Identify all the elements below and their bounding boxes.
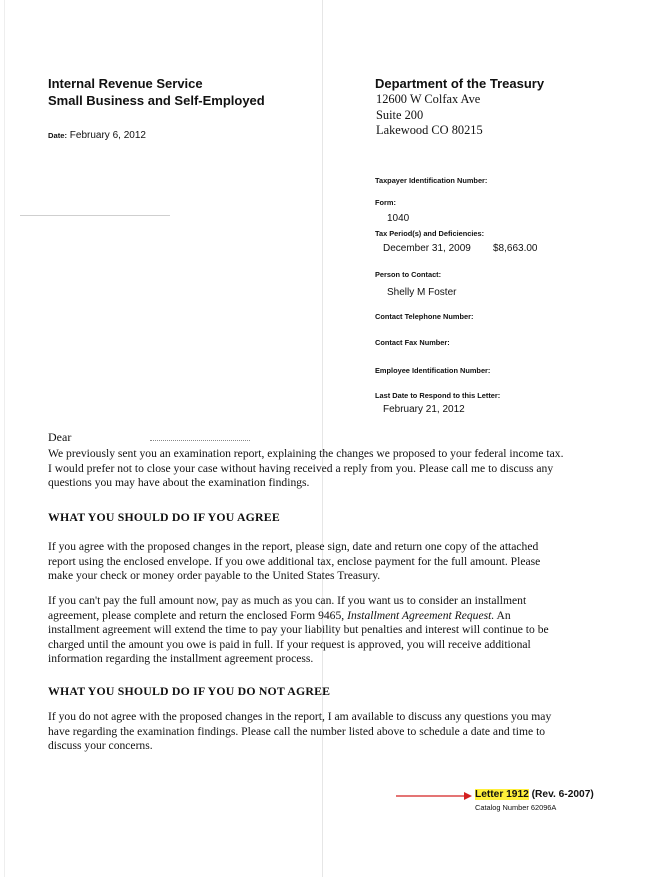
contact-value: Shelly M Foster — [387, 287, 457, 298]
tax-period-label: Tax Period(s) and Deficiencies: — [375, 229, 485, 238]
address-line-1: 12600 W Colfax Ave — [376, 92, 481, 106]
tin-label: Taxpayer Identification Number: — [375, 176, 488, 185]
agree-p1-line-1: If you agree with the proposed changes in the report, please sign, date and return one copy of the attached — [48, 540, 539, 553]
disagree-line-1: If you do not agree with the proposed changes in the report, I am available to discuss any questions you may — [48, 710, 552, 723]
agree-p2-line-2 — [48, 609, 549, 624]
tax-period-value: December 31, 2009 — [383, 243, 471, 254]
salutation: Dear — [48, 430, 72, 444]
agree-p2-line-3: installment agreement will extend the time to pay your liability but penalties and interest will continue to be — [48, 623, 549, 637]
fax-label: Contact Fax Number: — [375, 338, 450, 347]
form-label: Form: — [375, 198, 396, 207]
letter-id — [475, 789, 594, 800]
intro-line-1: We previously sent you an examination report, explaining the changes we proposed to your federal income tax. — [48, 447, 564, 460]
disagree-heading: WHAT YOU SHOULD DO IF YOU DO NOT AGREE — [48, 684, 331, 698]
agree-paragraph-1 — [48, 540, 540, 584]
agree-paragraph-2 — [48, 594, 549, 667]
disagree-paragraph — [48, 710, 551, 754]
agency-line-1: Internal Revenue Service — [48, 76, 203, 91]
disagree-line-2: have regarding the examination findings. Please call the number listed above to schedule a date and time to — [48, 724, 546, 738]
employee-id-label: Employee Identification Number: — [375, 366, 491, 375]
date-label: Date: — [48, 131, 67, 140]
date-value: February 6, 2012 — [69, 130, 146, 141]
address-line-2: Suite 200 — [376, 107, 424, 122]
redacted-name — [150, 440, 250, 441]
phone-label: Contact Telephone Number: — [375, 312, 474, 321]
disagree-line-3: discuss your concerns. — [48, 739, 153, 753]
letter-number: Letter 1912 — [475, 789, 529, 800]
address-line-3: Lakewood CO 80215 — [376, 123, 483, 137]
agree-p2-line-4: charged until the amount you owe is paid in full. If your request is approved, you will receive additional — [48, 637, 531, 651]
agree-p2-line-2-post: An — [494, 608, 511, 622]
intro-line-3: questions you may have about the examination findings. — [48, 476, 310, 490]
agency-line-2: Small Business and Self-Employed — [48, 93, 265, 108]
last-date-value: February 21, 2012 — [383, 404, 465, 415]
form-value: 1040 — [387, 213, 410, 224]
intro-line-2: I would prefer not to close your case without having received a reply from you. Please call me to discuss any — [48, 461, 554, 475]
agree-p1-line-3: make your check or money order payable to the United States Treasury. — [48, 569, 381, 583]
department-address — [376, 92, 483, 139]
department-name: Department of the Treasury — [375, 76, 545, 91]
agree-heading: WHAT YOU SHOULD DO IF YOU AGREE — [48, 510, 280, 524]
letter-date — [48, 130, 146, 141]
form-title-italic: Installment Agreement Request. — [347, 608, 495, 622]
intro-paragraph — [48, 447, 563, 491]
scan-mark — [20, 215, 170, 216]
agency-name — [48, 75, 265, 109]
agree-p2-line-5: information regarding the installment agreement process. — [48, 652, 314, 666]
last-date-label: Last Date to Respond to this Letter: — [375, 391, 501, 400]
letter-revision: (Rev. 6-2007) — [531, 789, 594, 800]
catalog-number: Catalog Number 62096A — [475, 803, 557, 812]
red-arrow-icon — [394, 790, 474, 802]
contact-label: Person to Contact: — [375, 270, 442, 279]
agree-p2-line-2-pre: agreement, please complete and return the enclosed Form 9465, — [48, 608, 348, 622]
agree-p1-line-2: report using the enclosed envelope. If you owe additional tax, enclose payment for the full amount. Please — [48, 554, 541, 568]
agree-p2-line-1: If you can't pay the full amount now, pay as much as you can. If you want us to consider an installment — [48, 594, 527, 607]
scan-edge — [4, 0, 5, 877]
deficiency-value: $8,663.00 — [493, 243, 538, 254]
